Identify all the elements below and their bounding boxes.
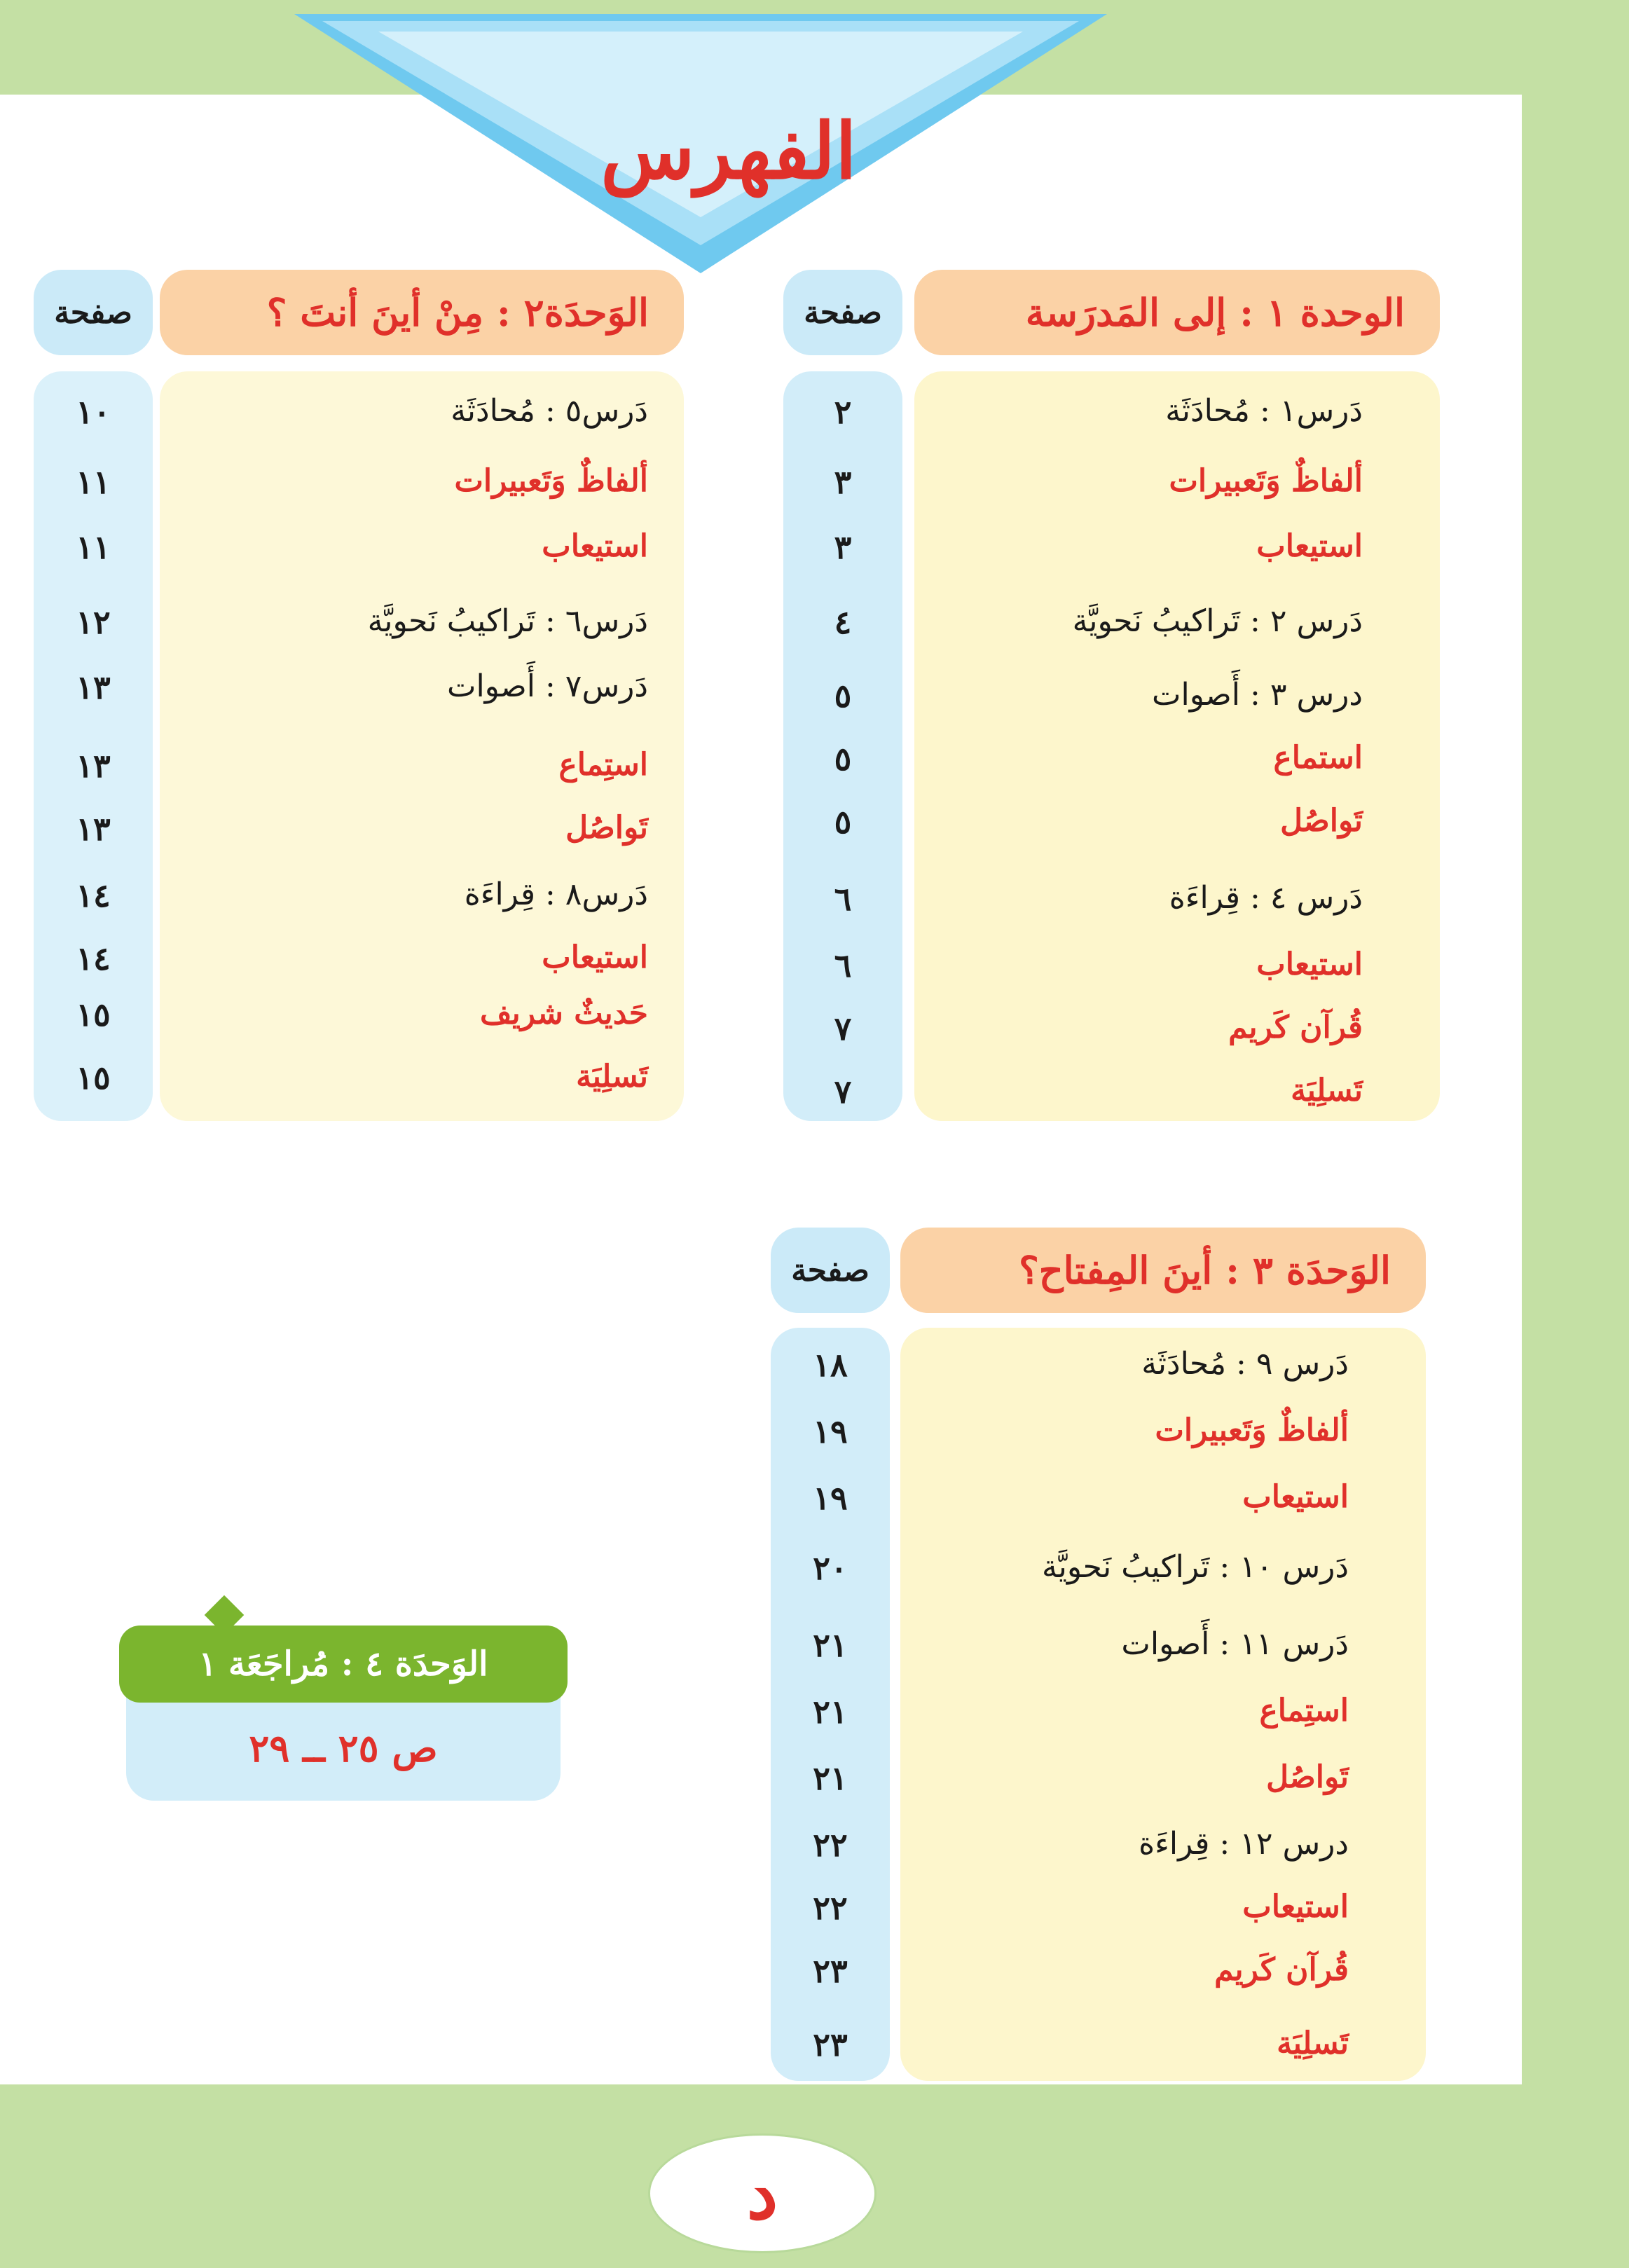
toc-entry-label: ألفاظٌ وَتَعبيرات [1169, 463, 1363, 499]
toc-entry-label: تَسلِيَة [1277, 2026, 1349, 2061]
toc-entry-label: تَواصُل [565, 810, 648, 846]
toc-entry-label: استيعاب [1256, 528, 1363, 564]
toc-entry-label: دَرس٨ : قِراءَة [464, 877, 648, 912]
toc-entry-page: ١٣ [76, 668, 111, 706]
review-card [119, 1597, 568, 1808]
toc-entry-page: ٢٣ [813, 1952, 848, 1990]
toc-entry-label: دَرس ١١ : أَصوات [1121, 1626, 1349, 1662]
toc-entry-label: ألفاظٌ وَتَعبيرات [454, 463, 648, 499]
toc-entry-page: ٦ [834, 880, 852, 918]
toc-entry-page: ٧ [834, 1073, 852, 1111]
toc-entry-page: ٣ [834, 528, 852, 566]
toc-entry-label: دَرس٧ : أَصوات [447, 668, 648, 704]
review-header: الوَحدَة ٤ : مُراجَعَة ١ [119, 1626, 568, 1703]
toc-entry-label: تَسلِيَة [1291, 1073, 1363, 1108]
toc-entry-page: ٢٢ [813, 1826, 848, 1864]
toc-entry-label: استيعاب [1256, 947, 1363, 982]
toc-entry-page: ٥ [834, 803, 852, 841]
toc-entry-page: ١٩ [813, 1479, 848, 1517]
toc-entry-page: ١٢ [76, 603, 111, 641]
toc-entry-label: تَسلِيَة [576, 1059, 648, 1094]
toc-entry-page: ١٥ [76, 996, 111, 1033]
toc-entry-page: ٢ [834, 393, 852, 431]
unit-1-header: الوحدة ١ : إلى المَدرَسة [914, 270, 1440, 355]
toc-entry-page: ٢١ [813, 1626, 848, 1664]
toc-entry-page: ٥ [834, 740, 852, 778]
toc-entry-page: ٢١ [813, 1759, 848, 1797]
toc-entry-label: استِماع [1259, 1693, 1349, 1729]
toc-entry-page: ٧ [834, 1010, 852, 1047]
toc-entry-page: ١١ [76, 528, 111, 566]
toc-entry-label: دَرس١ : مُحادَثَة [1165, 393, 1363, 429]
unit-3-page-label: صفحة [771, 1228, 890, 1313]
unit-1-page-label: صفحة [783, 270, 902, 355]
toc-entry-label: استيعاب [542, 528, 648, 564]
page-number: د [746, 2152, 778, 2235]
toc-entry-page: ١٩ [813, 1413, 848, 1450]
toc-entry-page: ٢١ [813, 1693, 848, 1731]
toc-entry-label: استماع [1273, 740, 1363, 776]
toc-entry-page: ١٣ [76, 747, 111, 785]
toc-entry-label: استيعاب [1242, 1479, 1349, 1515]
toc-entry-label: دَرس٥ : مُحادَثَة [451, 393, 648, 429]
toc-entry-label: قُرآن كَريم [1214, 1952, 1349, 1988]
toc-entry-page: ١٤ [76, 877, 111, 914]
toc-entry-page: ١٣ [76, 810, 111, 848]
toc-entry-label: قُرآن كَريم [1228, 1010, 1363, 1045]
toc-entry-label: دَرس ١٠ : تَراكيبُ نَحويَّة [1042, 1549, 1349, 1585]
toc-entry-label: تَواصُل [1280, 803, 1363, 839]
unit-2-page-label: صفحة [34, 270, 153, 355]
toc-entry-label: دَرس ٤ : قِراءَة [1169, 880, 1363, 916]
toc-entry-page: ١١ [76, 463, 111, 501]
toc-entry-label: استيعاب [542, 940, 648, 975]
unit-3-header: الوَحدَة ٣ : أينَ المِفتاح؟ [900, 1228, 1426, 1313]
page-title: الفهرس [600, 106, 857, 196]
toc-entry-page: ١٤ [76, 940, 111, 977]
toc-entry-page: ١٠ [76, 393, 111, 431]
page-number-badge [648, 2133, 877, 2253]
toc-entry-page: ٢٢ [813, 1889, 848, 1927]
toc-entry-page: ٦ [834, 947, 852, 984]
toc-entry-page: ٣ [834, 463, 852, 501]
toc-entry-label: درس ١٢ : قِراءَة [1139, 1826, 1349, 1862]
toc-entry-label: استِماع [558, 747, 648, 783]
toc-entry-label: دَرس٦ : تَراكيبُ نَحويَّة [367, 603, 648, 639]
toc-entry-page: ٥ [834, 677, 852, 715]
toc-entry-page: ٢٠ [813, 1549, 848, 1587]
toc-entry-page: ٢٣ [813, 2026, 848, 2063]
toc-entry-label: ألفاظٌ وَتَعبيرات [1155, 1413, 1349, 1448]
toc-entry-page: ١٥ [76, 1059, 111, 1097]
toc-entry-page: ٤ [834, 603, 852, 641]
toc-entry-label: حَديثٌ شريف [479, 996, 648, 1031]
toc-entry-page: ١٨ [813, 1346, 848, 1384]
toc-entry-label: دَرس ٩ : مُحادَثَة [1141, 1346, 1349, 1382]
toc-entry-label: دَرس ٢ : تَراكيبُ نَحويَّة [1072, 603, 1363, 639]
unit-2-header: الوَحدَة٢ : مِنْ أينَ أنتَ ؟ [160, 270, 684, 355]
toc-entry-label: استيعاب [1242, 1889, 1349, 1925]
review-pages: ص ٢٥ ــ ٢٩ [126, 1696, 561, 1801]
toc-entry-label: درس ٣ : أَصوات [1152, 677, 1363, 713]
toc-entry-label: تَواصُل [1266, 1759, 1349, 1795]
